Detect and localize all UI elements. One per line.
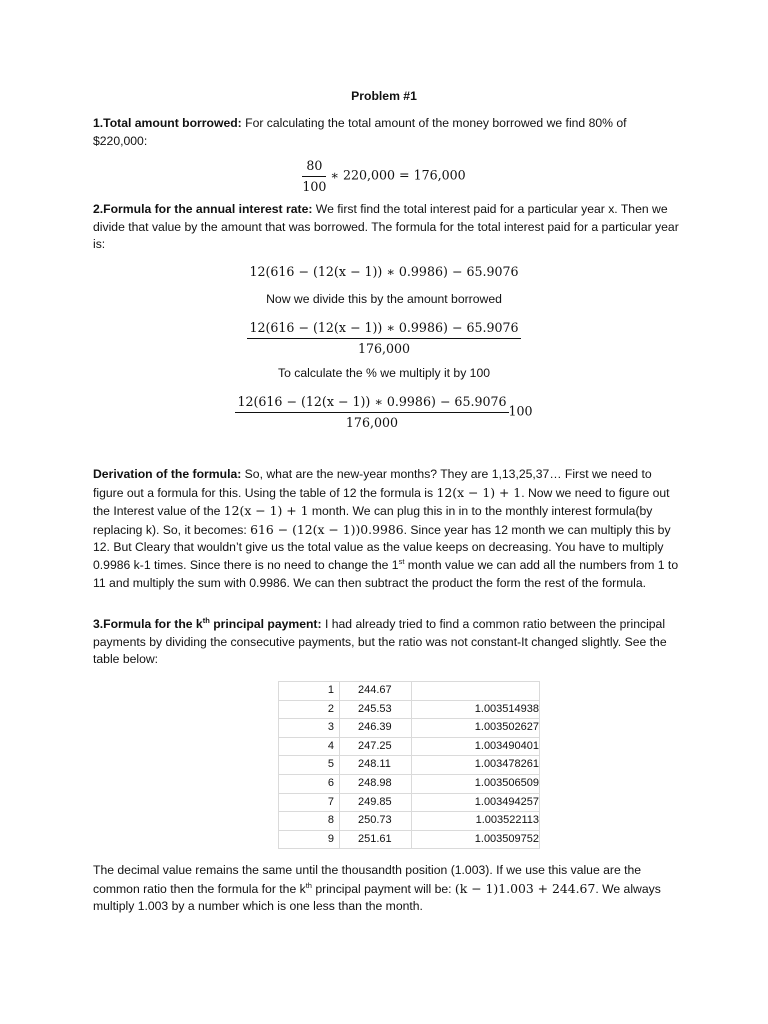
fraction-interest-over-borrowed [247,319,520,357]
closing-text: . We always multiply 1.003 by a number which is one less than the month. [93,881,661,914]
section-3-heading: 3.Formula for the $k^{th}$ principal payment: [93,615,322,631]
table-row [279,793,540,812]
section-1-heading: 1.Total amount borrowed: [93,116,242,130]
derivation-text: . Now we need to figure out the Interest value of the [93,485,670,519]
table-cell-payment: 248.11 [340,756,412,775]
equation-interest-percent [0,393,768,431]
table-cell-ratio: 1.003502627 [412,719,540,738]
page-title: Problem #1 [351,89,417,103]
table-cell-index: 9 [279,830,340,849]
derivation-text: month. We can plug this in in to the monthly interest formula(by replacing k). So, it becomes: [93,504,653,537]
closing-text: The decimal value remains the same until the thousandth position (1.003). If we use this value are the common ratio then the formula for the k [93,863,642,896]
section-3-text: I had already tried to find a common ratio between the principal payments by dividing the consecutive payments, but the ratio was not constant-It changed slightly. See the table below: [93,617,667,667]
table-cell-index: 6 [279,774,340,793]
fraction-denominator: 176,000 [357,340,411,356]
fraction-numerator: 12(616 − (12(x − 1)) ∗ 0.9986) − 65.9076 [247,319,520,339]
closing-paragraph [93,862,683,916]
table-cell-ratio: 1.003506509 [412,774,540,793]
multiplier-100: 100 [508,403,533,419]
derivation-heading: Derivation of the formula: [93,467,242,481]
equation-interest-ratio [0,319,768,357]
superscript: th [305,880,312,890]
closing-text: principal payment will be: [311,881,455,896]
table-row [279,812,540,831]
table-cell-ratio: 1.003522113 [412,812,540,831]
table-cell-payment: 245.53 [340,700,412,719]
table-cell-index: 4 [279,737,340,756]
table-cell-index: 7 [279,793,340,812]
derivation-paragraph [93,466,683,592]
table-cell-ratio [412,682,540,701]
table-cell-payment: 248.98 [340,774,412,793]
section-2-heading: 2.Formula for the annual interest rate: [93,202,313,216]
table-cell-ratio: 1.003494257 [412,793,540,812]
section-1-paragraph [93,115,683,150]
inline-math: (k − 1)1.003 + 244.67 [454,880,596,896]
section-2-paragraph [93,201,683,254]
table-cell-index: 3 [279,719,340,738]
inline-math: 12(x − 1) + 1 [223,503,309,519]
fraction-denominator: 100 [302,178,327,194]
divide-instruction: Now we divide this by the amount borrowed [266,292,502,306]
table-row [279,756,540,775]
table-row [279,737,540,756]
equation-borrowed [0,157,768,195]
derivation-text: So, what are the new-year months? They are 1,13,25,37… First we need to figure out a formula for this. Using the table of 12 the formula is [93,467,652,500]
table-row [279,700,540,719]
table-cell-ratio: 1.003478261 [412,756,540,775]
principal-payments-table [278,681,540,849]
table-cell-payment: 247.25 [340,737,412,756]
table-cell-index: 5 [279,756,340,775]
superscript: th [202,615,210,625]
fraction-numerator: 80 [302,157,326,177]
table-cell-payment: 246.39 [340,719,412,738]
superscript: st [398,556,405,566]
derivation-text: . Since year has 12 month we can multiply this by 12. But Cleary that wouldn’t give us the total value as the value keeps on decreasing. You have to multiply 0.9986 k-1 times. Since there is no need to change the 1 [93,522,671,572]
section-2-text: We first find the total interest paid for a particular year x. Then we divide that value by the amount that was borrowed. The formula for the total interest paid for a particular year is: [93,202,679,252]
table-row [279,682,540,701]
table-cell-payment: 251.61 [340,830,412,849]
inline-math: 12(x − 1) + 1 [436,484,522,500]
section-3-paragraph [93,616,683,669]
table-cell-ratio: 1.003509752 [412,830,540,849]
fraction-interest-percent [235,393,508,431]
table-cell-payment: 250.73 [340,812,412,831]
table-cell-index: 2 [279,700,340,719]
table-row [279,774,540,793]
table-cell-ratio: 1.003490401 [412,737,540,756]
table-cell-payment: 249.85 [340,793,412,812]
table-cell-ratio: 1.003514938 [412,700,540,719]
inline-math: 616 − (12(x − 1))0.9986 [250,521,404,537]
table-cell-index: 8 [279,812,340,831]
table-row [279,719,540,738]
fraction-numerator: 12(616 − (12(x − 1)) ∗ 0.9986) − 65.9076 [235,393,508,413]
table-cell-index: 1 [279,682,340,701]
percent-instruction: To calculate the % we multiply it by 100 [277,366,491,380]
table-row [279,830,540,849]
equation-result: ∗ 220,000 = 176,000 [330,167,466,183]
derivation-text: month value we can add all the numbers from 1 to 11 and multiply the sum with 0.9986. We can then subtract the product the form the rest of the formula. [93,557,679,590]
fraction-80-100 [302,157,326,195]
table-cell-payment: 244.67 [340,682,412,701]
section-1-text: For calculating the total amount of the money borrowed we find 80% of $220,000: [93,116,627,148]
fraction-denominator: 176,000 [345,414,399,430]
equation-total-interest: 12(616 − (12(x − 1)) ∗ 0.9986) − 65.9076 [249,264,519,279]
